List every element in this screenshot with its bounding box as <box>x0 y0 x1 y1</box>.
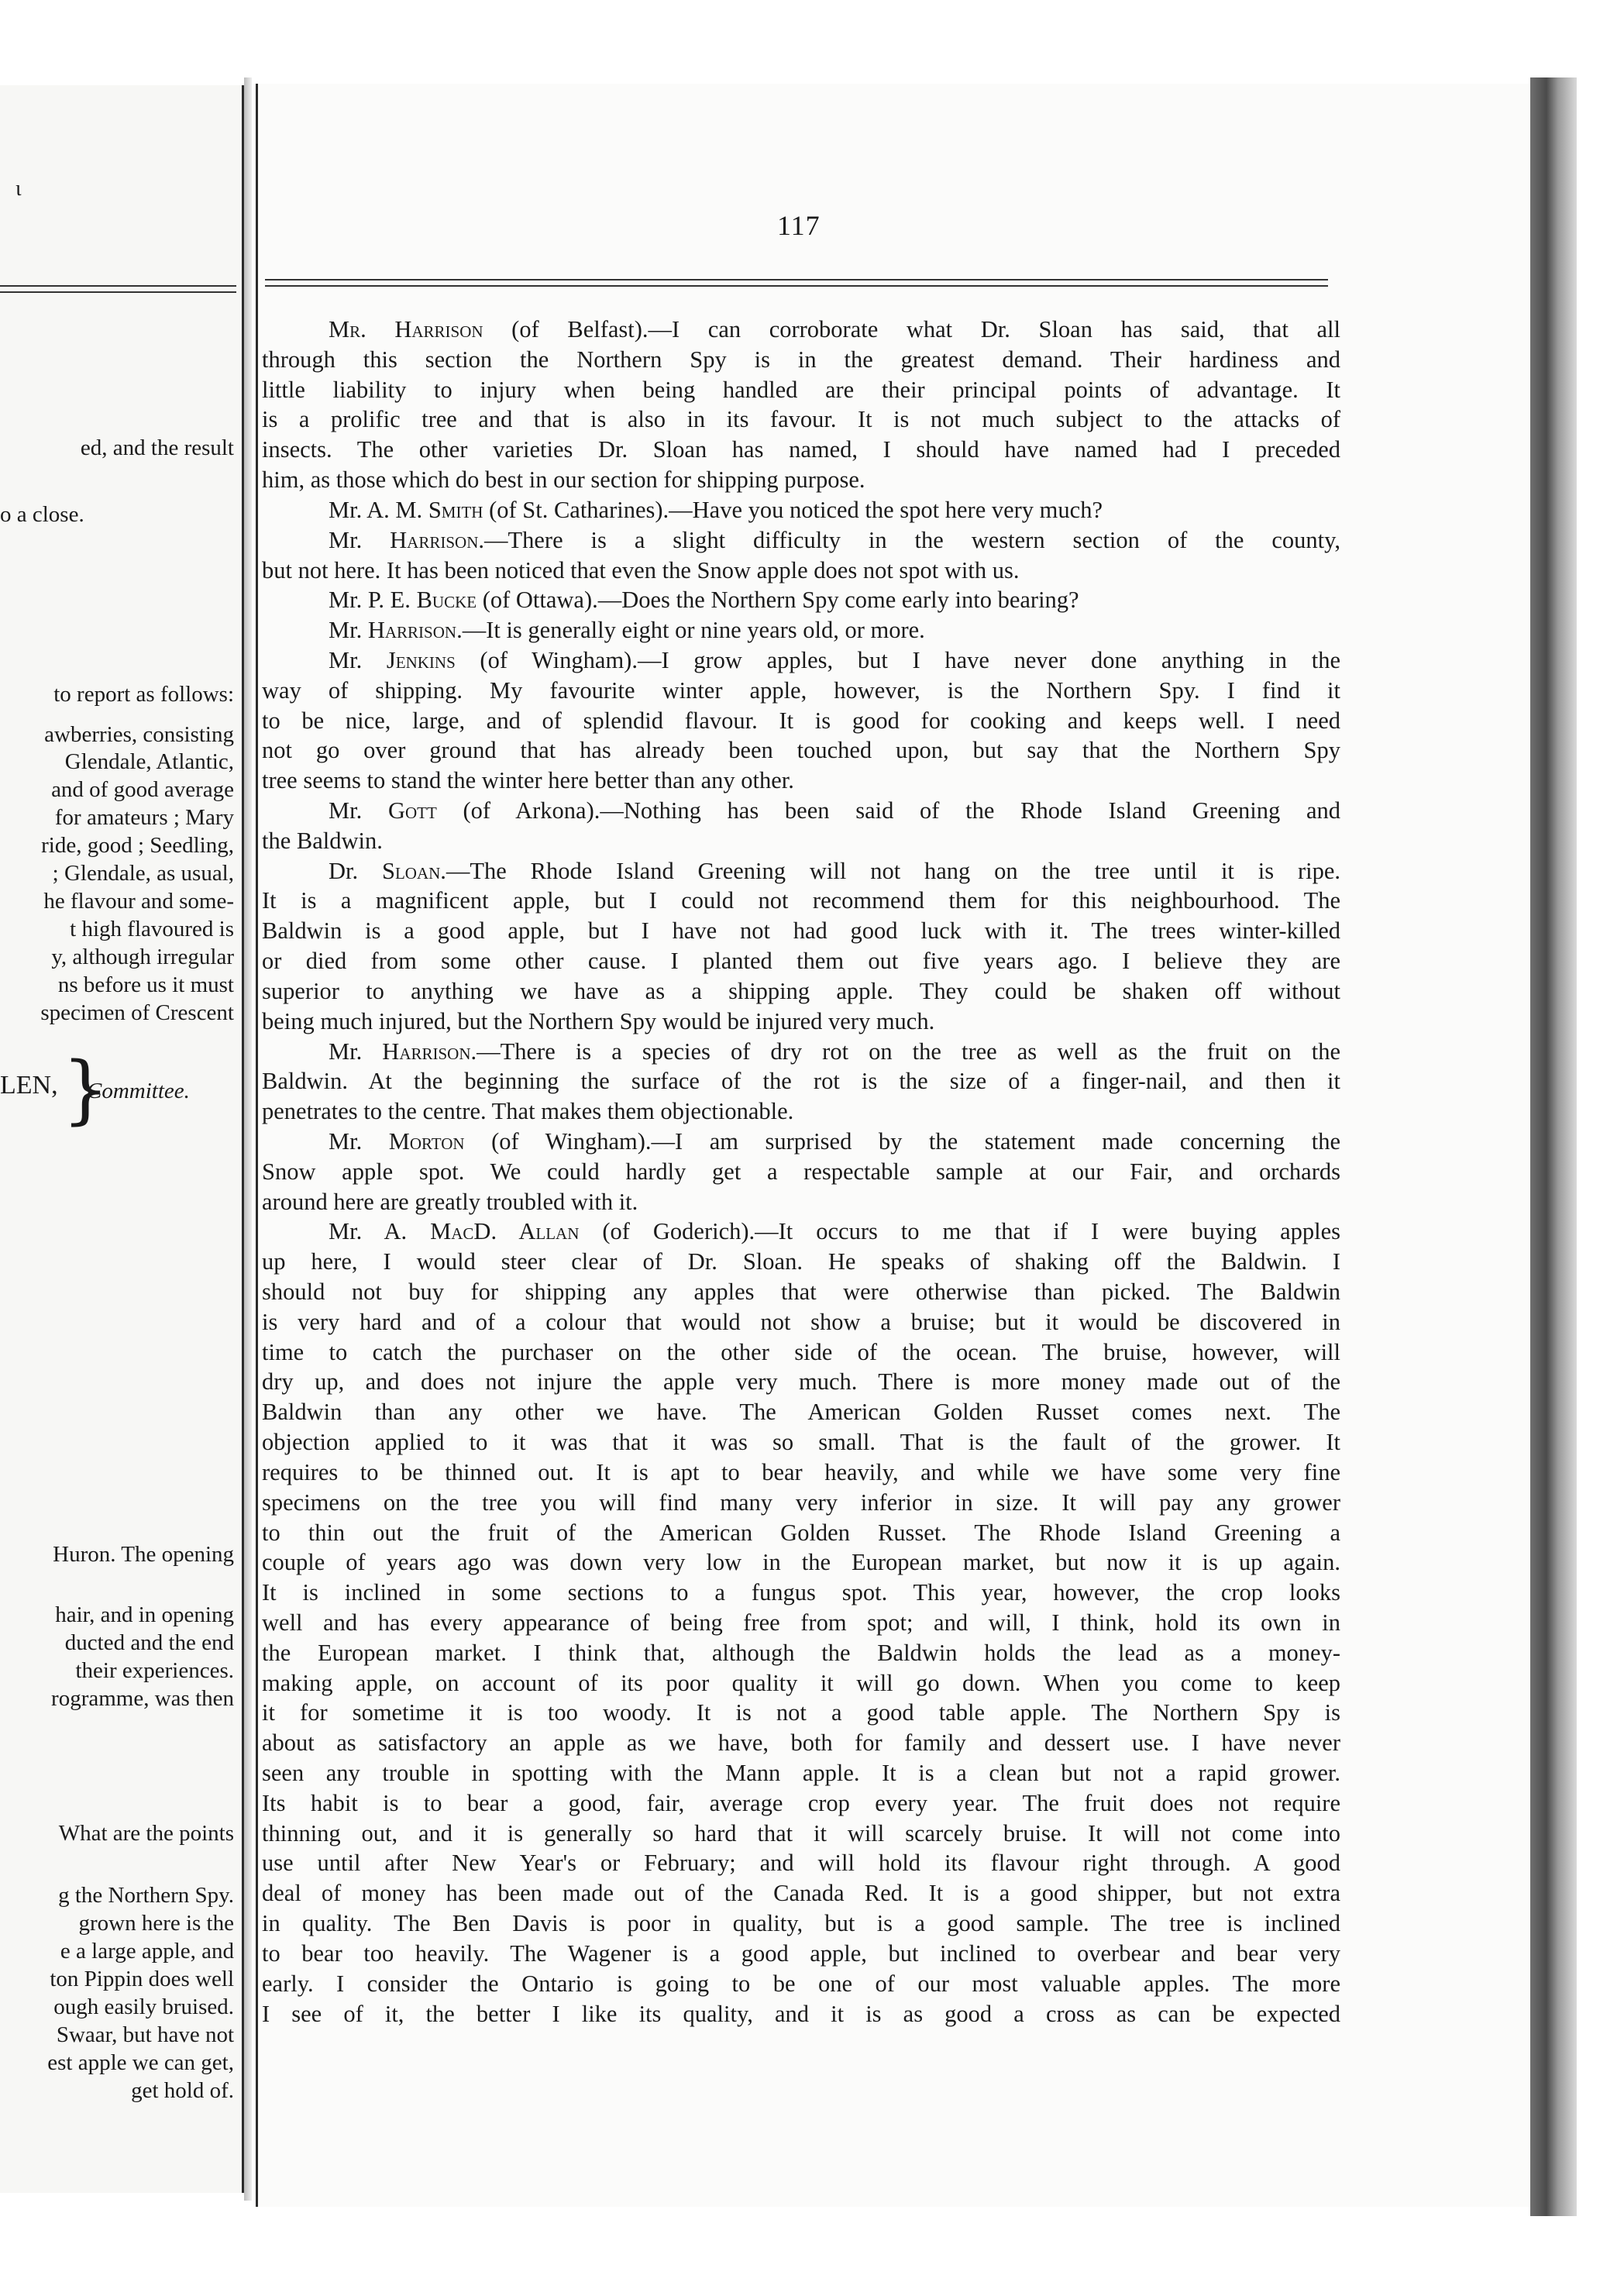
header-rule <box>0 291 236 293</box>
line-text: to be nice, large, and of splendid flavour. It is good for cooking and keeps well. I need <box>262 707 1340 734</box>
line-text: it for sometime it is too woody. It is not a good table apple. The Northern Spy is <box>262 1699 1340 1726</box>
left-page-line: o a close. <box>0 502 84 527</box>
text-line <box>262 404 1340 435</box>
body-text <box>262 315 1340 2029</box>
left-page-line: awberries, consisting <box>44 722 234 747</box>
line-text: about as satisfactory an apple as we have, both for family and dessert use. I have never <box>262 1729 1340 1757</box>
left-page-line: ride, good ; Seedling, <box>41 833 234 858</box>
text-line <box>262 1668 1340 1699</box>
left-page-line: y, although irregular <box>51 945 234 969</box>
committee-signature <box>0 1040 242 1172</box>
text-line <box>262 1337 1340 1368</box>
speaker-name: Bucke <box>416 587 477 614</box>
text-line <box>262 1397 1340 1427</box>
left-page-line: ton Pippin does well <box>50 1967 234 1991</box>
line-text: It is a magnificent apple, but I could not recommend them for this neighbourhood. The <box>262 887 1340 914</box>
text-line <box>262 1066 1340 1096</box>
line-text: Baldwin is a good apple, but I have not had good luck with it. The trees winter-killed <box>262 917 1340 945</box>
text-line <box>262 1096 1340 1127</box>
line-text: to bear too heavily. The Wagener is a good apple, but inclined to overbear and bear very <box>262 1939 1340 1967</box>
line-text: time to catch the purchaser on the other side of the ocean. The bruise, however, will <box>262 1338 1340 1365</box>
speaker-name: Harrison <box>367 617 457 644</box>
text-line <box>262 556 1340 586</box>
line-text: him, as those which do best in our section for shipping purpose. <box>262 466 865 494</box>
line-text: making apple, on account of its poor quality it will go down. When you come to keep <box>262 1669 1340 1696</box>
text-line <box>262 1969 1340 1999</box>
page-number: 117 <box>777 210 821 241</box>
line-text: Baldwin than any other we have. The American Golden Russet comes next. The <box>262 1399 1340 1426</box>
speaker-name: MacD. Allan <box>430 1218 580 1245</box>
line-text: (of Wingham).—I grow apples, but I have never done anything in the <box>455 646 1340 673</box>
line-text: requires to be thinned out. It is apt to bear heavily, and while we have some very fine <box>262 1458 1340 1485</box>
text-line <box>262 1367 1340 1397</box>
text-line <box>262 766 1340 796</box>
ink-mark: ɩ <box>15 177 22 201</box>
line-text: couple of years ago was down very low in the European market, but now it is up again. <box>262 1549 1340 1576</box>
left-page-line: for amateurs ; Mary <box>54 805 234 830</box>
line-text: thinning out, and it is generally so hard that it will scarcely bruise. It will not come into <box>262 1819 1340 1847</box>
text-line <box>262 946 1340 976</box>
text-line <box>262 1698 1340 1728</box>
speaker-name: Smith <box>428 496 483 523</box>
text-line <box>262 435 1340 465</box>
text-line <box>262 1999 1340 2029</box>
text-line <box>262 1848 1340 1878</box>
speaker-prefix: Mr. <box>329 646 387 673</box>
text-line <box>262 645 1340 676</box>
left-page-line: specimen of Crescent <box>40 1000 234 1025</box>
speaker-name: Harrison <box>382 1038 471 1065</box>
text-line <box>262 1788 1340 1819</box>
left-page-line: Glendale, Atlantic, <box>64 749 234 774</box>
line-text: not go over ground that has already been touched upon, but say that the Northern Spy <box>262 737 1340 764</box>
left-page-line: ; Glendale, as usual, <box>52 861 234 886</box>
speaker-prefix: Dr. <box>329 857 382 884</box>
line-text: (of Ottawa).—Does the Northern Spy come early into bearing? <box>477 587 1079 614</box>
line-text: should not buy for shipping any apples that were otherwise than picked. The Baldwin <box>262 1279 1340 1305</box>
line-text: penetrates to the centre. That makes them objectionable. <box>262 1098 794 1125</box>
text-line <box>262 916 1340 946</box>
text-line <box>262 796 1340 826</box>
speaker-name: Morton <box>388 1127 465 1155</box>
text-line <box>262 1007 1340 1037</box>
line-text: use until after New Year's or February; and will hold its flavour right through. A good <box>262 1850 1340 1877</box>
text-line <box>262 1878 1340 1908</box>
previous-page-fragment <box>0 85 244 2193</box>
speaker-prefix: Mr. <box>329 526 391 553</box>
text-line <box>262 495 1340 525</box>
text-line <box>262 375 1340 405</box>
text-line <box>262 856 1340 886</box>
speaker-name: Sloan <box>381 857 441 884</box>
text-line <box>262 1458 1340 1488</box>
line-text: It is inclined in some sections to a fungus spot. This year, however, the crop looks <box>262 1579 1340 1606</box>
text-line <box>262 615 1340 645</box>
speaker-name: Gott <box>387 797 437 824</box>
left-page-line: grown here is the <box>78 1911 234 1936</box>
text-line <box>262 345 1340 375</box>
text-line <box>262 1127 1340 1157</box>
text-line <box>262 1157 1340 1187</box>
line-text: .—There is a species of dry rot on the tree as well as the fruit on the <box>470 1038 1341 1065</box>
line-text: is a prolific tree and that is also in its favour. It is not much subject to the attacks of <box>262 406 1340 433</box>
left-page-line: g the Northern Spy. <box>58 1883 234 1908</box>
left-page-line: he flavour and some- <box>43 889 234 914</box>
header-rule <box>265 285 1328 287</box>
text-line <box>262 676 1340 706</box>
line-text: (of Goderich).—It occurs to me that if I were buying apples <box>579 1218 1340 1245</box>
speaker-prefix: Mr. P. E. <box>329 587 417 614</box>
left-page-line: e a large apple, and <box>60 1939 234 1964</box>
speaker-prefix: Mr. <box>329 1127 389 1155</box>
line-text: up here, I would steer clear of Dr. Sloan. He speaks of shaking off the Baldwin. I <box>262 1248 1340 1275</box>
text-line <box>262 706 1340 736</box>
text-line <box>262 1187 1340 1217</box>
line-text: .—It is generally eight or nine years old, or more. <box>456 617 925 644</box>
text-line <box>262 1608 1340 1638</box>
line-text: Its habit is to bear a good, fair, average crop every year. The fruit does not require <box>262 1789 1340 1816</box>
line-text: tree seems to stand the winter here better than any other. <box>262 767 794 794</box>
left-page-line: get hold of. <box>131 2078 234 2103</box>
line-text: (of Wingham).—I am surprised by the statement made concerning the <box>464 1127 1340 1155</box>
left-page-line: ed, and the result <box>80 435 234 460</box>
line-text: .—There is a slight difficulty in the western section of the county, <box>478 526 1341 553</box>
line-text: or died from some other cause. I planted them out five years ago. I believe they are <box>262 948 1340 975</box>
line-text: specimens on the tree you will find many very inferior in size. It will pay any grower <box>262 1489 1340 1516</box>
committee-name-fragment: LEN, <box>0 1071 58 1100</box>
page-edge <box>1530 77 1577 2216</box>
text-line <box>262 1488 1340 1518</box>
text-line <box>262 1758 1340 1788</box>
text-line <box>262 1908 1340 1939</box>
left-page-line: ns before us it must <box>57 972 234 997</box>
text-line <box>262 1427 1340 1458</box>
line-text: but not here. It has been noticed that even the Snow apple does not spot with us. <box>262 556 1020 583</box>
text-line <box>262 1277 1340 1307</box>
left-page-line: t high flavoured is <box>70 917 234 941</box>
speaker-prefix: Mr. A. M. <box>329 496 428 523</box>
line-text: to thin out the fruit of the American Golden Russet. The Rhode Island Greening a <box>262 1519 1340 1546</box>
left-page-line: hair, and in opening <box>55 1602 234 1627</box>
line-text: being much injured, but the Northern Spy would be injured very much. <box>262 1007 935 1034</box>
speaker-prefix: Mr. <box>329 797 388 824</box>
line-text: insects. The other varieties Dr. Sloan has named, I should have named had I preceded <box>262 436 1340 463</box>
speaker-name: Jenkins <box>386 646 456 673</box>
line-text: the Baldwin. <box>262 827 383 854</box>
line-text: way of shipping. My favourite winter apple, however, is the Northern Spy. I find it <box>262 676 1340 704</box>
left-page-line: to report as follows: <box>53 682 234 707</box>
text-line <box>262 1578 1340 1608</box>
line-text: superior to anything we have as a shipping apple. They could be shaken off without <box>262 977 1340 1004</box>
line-text: objection applied to it was that it was so small. That is the fault of the grower. It <box>262 1429 1340 1456</box>
left-page-line: rogramme, was then <box>51 1686 234 1711</box>
text-line <box>262 1307 1340 1337</box>
text-line <box>262 1217 1340 1247</box>
line-text: little liability to injury when being handled are their principal points of advantage. It <box>262 376 1340 403</box>
text-line <box>262 1728 1340 1758</box>
text-line <box>262 585 1340 615</box>
line-text: (of Arkona).—Nothing has been said of the Rhode Island Greening and <box>436 797 1340 824</box>
header-rule <box>265 279 1328 281</box>
line-text: seen any trouble in spotting with the Mann apple. It is a clean but not a rapid grower. <box>262 1760 1340 1786</box>
committee-role: Committee. <box>87 1079 190 1103</box>
left-page-line: Huron. The opening <box>53 1542 234 1567</box>
line-text: dry up, and does not injure the apple very much. There is more money made out of the <box>262 1368 1340 1396</box>
speaker-prefix: Mr. <box>329 617 368 644</box>
text-line <box>262 1518 1340 1548</box>
left-page-line: ducted and the end <box>64 1630 234 1655</box>
line-text: early. I consider the Ontario is going to be one of our most valuable apples. The more <box>262 1970 1340 1997</box>
left-page-line: their experiences. <box>75 1658 234 1683</box>
header-rule <box>0 285 236 287</box>
text-line <box>262 826 1340 856</box>
line-text: (of Belfast).—I can corroborate what Dr. Sloan has said, that all <box>483 316 1341 342</box>
line-text: I see of it, the better I like its quality, and it is as good a cross as can be expected <box>262 2000 1340 2027</box>
left-page-line: est apple we can get, <box>47 2050 234 2075</box>
line-text: the European market. I think that, although the Baldwin holds the lead as a money- <box>262 1639 1340 1666</box>
line-text: (of St. Catharines).—Have you noticed the spot here very much? <box>483 496 1103 523</box>
text-line <box>262 1247 1340 1277</box>
text-line <box>262 976 1340 1007</box>
line-text: Baldwin. At the beginning the surface of the rot is the size of a finger-nail, and then it <box>262 1068 1340 1095</box>
text-line <box>262 1819 1340 1849</box>
left-page-line: ough easily bruised. <box>53 1994 234 2019</box>
line-text: deal of money has been made out of the Canada Red. It is a good shipper, but not extra <box>262 1880 1340 1907</box>
speaker-prefix: Mr. A. <box>329 1218 431 1245</box>
brace-glyph: } <box>62 1046 110 1133</box>
text-line <box>262 735 1340 766</box>
text-line <box>262 525 1340 556</box>
line-text: .—The Rhode Island Greening will not hang on the tree until it is ripe. <box>440 857 1341 884</box>
line-text: is very hard and of a colour that would not show a bruise; but it would be discovered in <box>262 1308 1340 1335</box>
speaker-prefix: Mr. <box>329 1038 383 1065</box>
line-text: Snow apple spot. We could hardly get a respectable sample at our Fair, and orchards <box>262 1158 1340 1185</box>
text-line <box>262 886 1340 916</box>
left-page-line: Swaar, but have not <box>56 2022 234 2047</box>
line-text: in quality. The Ben Davis is poor in quality, but is a good sample. The tree is inclined <box>262 1910 1340 1937</box>
text-line <box>262 1939 1340 1969</box>
text-line <box>262 465 1340 495</box>
line-text: around here are greatly troubled with it. <box>262 1188 638 1215</box>
speaker-name: Mr. Harrison <box>329 316 483 342</box>
line-text: well and has every appearance of being free from spot; and will, I think, hold its own in <box>262 1609 1340 1636</box>
text-line <box>262 315 1340 345</box>
speaker-name: Harrison <box>390 526 479 553</box>
line-text: through this section the Northern Spy is in the greatest demand. Their hardiness and <box>262 346 1340 373</box>
text-line <box>262 1638 1340 1668</box>
page-gutter <box>244 77 252 2201</box>
left-page-line: and of good average <box>51 777 234 802</box>
left-page-line: What are the points <box>58 1821 234 1846</box>
text-line <box>262 1547 1340 1578</box>
text-line <box>262 1037 1340 1067</box>
